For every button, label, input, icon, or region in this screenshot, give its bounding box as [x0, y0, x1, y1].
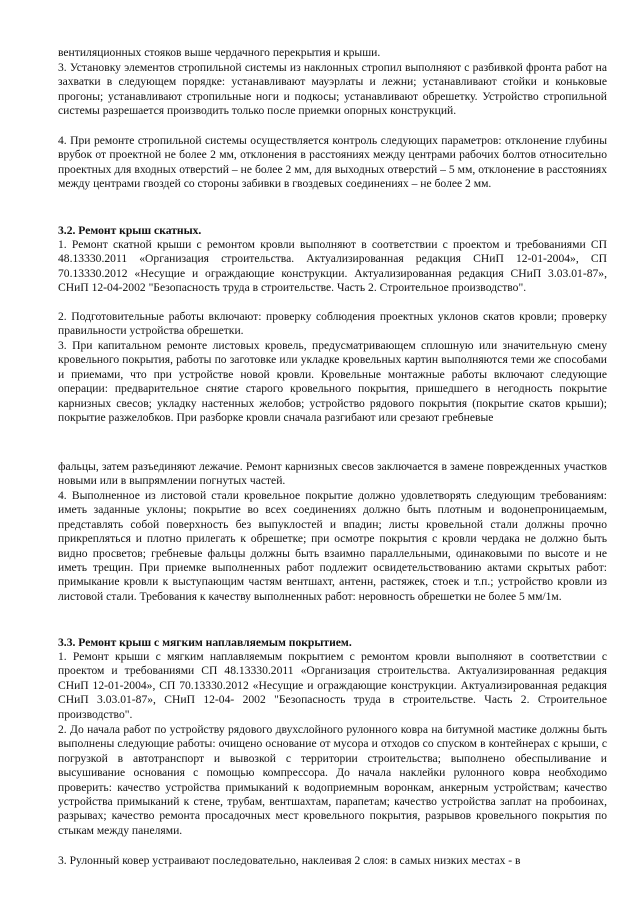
paragraph-steel-roof-quality: 4. Выполненное из листовой стали кровельное покрытие должно удовлетворять следующим требованиям: иметь заданные уклоны; покрытие во всех соединениях должно быть плотным и водонепроницаемым, представлять собой поверхность без выпуклостей и впадин; листы кровельной стали должны прочно прикрепляться и плотно прилегать к обрешетке; при осмотре покрытия с кровли чердака не должно быть видно просветов; гребневые фальцы должны быть взаимно параллельными, одинаковыми по высоте и не иметь трещин. При приемке выполненных работ подлежит освидетельствованию актами скрытых работ: примыкание кровли к выступающим частям вентшахт, антенн, растяжек, стоек и т.п.; устройство кровли из листовой стали. Требования к качеству выполненных работ: неровность обрешетки не более 5 мм/1м. — [58, 489, 607, 603]
paragraph-ventilation-end: вентиляционных стояков выше чердачного перекрытия и крыши. — [58, 46, 381, 59]
paragraph-roll-carpet-preparation: 2. До начала работ по устройству рядового двухслойного рулонного ковра на битумной мастике должны быть выполнены следующие работы: очищено основание от мусора и отходов со спуском в контейнерах с крыши, с погрузкой в автотранспорт и вывозкой с территории строительства; выполнено обеспыливание и высушивание основания с помощью компрессора. До начала наклейки рулонного ковра необходимо проверить: качество устройства примыканий к водоприемным воронкам, анкерным устройствам; качество устройства примыканий к стене, трубам, вентшахтам, парапетам; качество устройства заплат на пробоинах, разрывах; качество ремонта просадочных мест кровельного покрытия, разрывов кровельного покрытия по стыкам между панелями. — [58, 723, 607, 837]
paragraph-rafter-control: 4. При ремонте стропильной системы осуществляется контроль следующих параметров: отклонение глубины врубок от проектной не более 2 мм, отклонения в расстояниях между центрами рабочих болтов относительно проектных для входных отверстий – не более 2 мм, для выходных отверстий – 5 мм, отклонение в расстояниях между центрами гвоздей со стороны забивки в гвоздевых соединениях – не более 2 мм. — [58, 134, 607, 191]
section-heading-3-3: 3.3. Ремонт крыш с мягким наплавляемым покрытием. — [58, 636, 352, 649]
paragraph-preparatory-works: 2. Подготовительные работы включают: проверку соблюдения проектных уклонов скатов кровли; проверку правильности устройства обрешетки. — [58, 310, 607, 338]
paragraph-sheet-roofing-repair: 3. При капитальном ремонте листовых кровель, предусматривающем сплошную или значительную смену кровельного покрытия, работы по заготовке или укладке кровельных картин выполняются теми же способами и приемами, что при устройстве новой кровли. Кровельные монтажные работы включают следующие операции: предварительное снятие старого кровельного покрытия, пришедшего в негодность покрытие карнизных свесов; укладку настенных желобов; устройство рядового покрытия (покрытие скатов крыши); покрытие разжелобков. При разборке кровли сначала разгибают или срезают гребневые — [58, 339, 607, 425]
section-heading-3-2: 3.2. Ремонт крыш скатных. — [58, 224, 202, 237]
paragraph-soft-roof-requirements: 1. Ремонт крыши с мягким наплавляемым покрытием с ремонтом кровли выполняют в соответствии с проектом и требованиями СП 48.13330.2011 «Организация строительства. Актуализированная редакция СНиП 12-01-2004», СП 70.13330.2012 «Несущие и ограждающие конструкции. Актуализированная редакция СНиП 3.03.01-87», СНиП 12-04- 2002 "Безопасность труда в строительстве. Часть 2. Строительное производство". — [58, 650, 607, 721]
paragraph-seam-separation: фальцы, затем разъединяют лежачие. Ремонт карнизных свесов заключается в замене поврежденных участков новыми или в выпрямлении погнутых частей. — [58, 460, 607, 488]
paragraph-roll-carpet-layers: 3. Рулонный ковер устраивают последовательно, наклеивая 2 слоя: в самых низких местах - в — [58, 854, 521, 867]
paragraph-pitched-roof-requirements: 1. Ремонт скатной крыши с ремонтом кровли выполняют в соответствии с проектом и требованиями СП 48.13330.2011 «Организация строительства. Актуализированная редакция СНиП 12-01-2004», СП 70.13330.2012 «Несущие и ограждающие конструкции. Актуализированная редакция СНиП 3.03.01-87», СНиП 12-04-2002 "Безопасность труда в строительстве. Часть 2. Строительное производство". — [58, 238, 607, 295]
paragraph-rafter-installation: 3. Установку элементов стропильной системы из наклонных стропил выполняют с разбивкой фронта работ на захватки в следующем порядке: устанавливают мауэрлаты и лежни; устанавливают стойки и коньковые прогоны; устанавливают стропильные ноги и подкосы; устанавливают обрешетку. Устройство стропильной системы разрешается производить только после приемки опорных конструкций. — [58, 61, 607, 118]
